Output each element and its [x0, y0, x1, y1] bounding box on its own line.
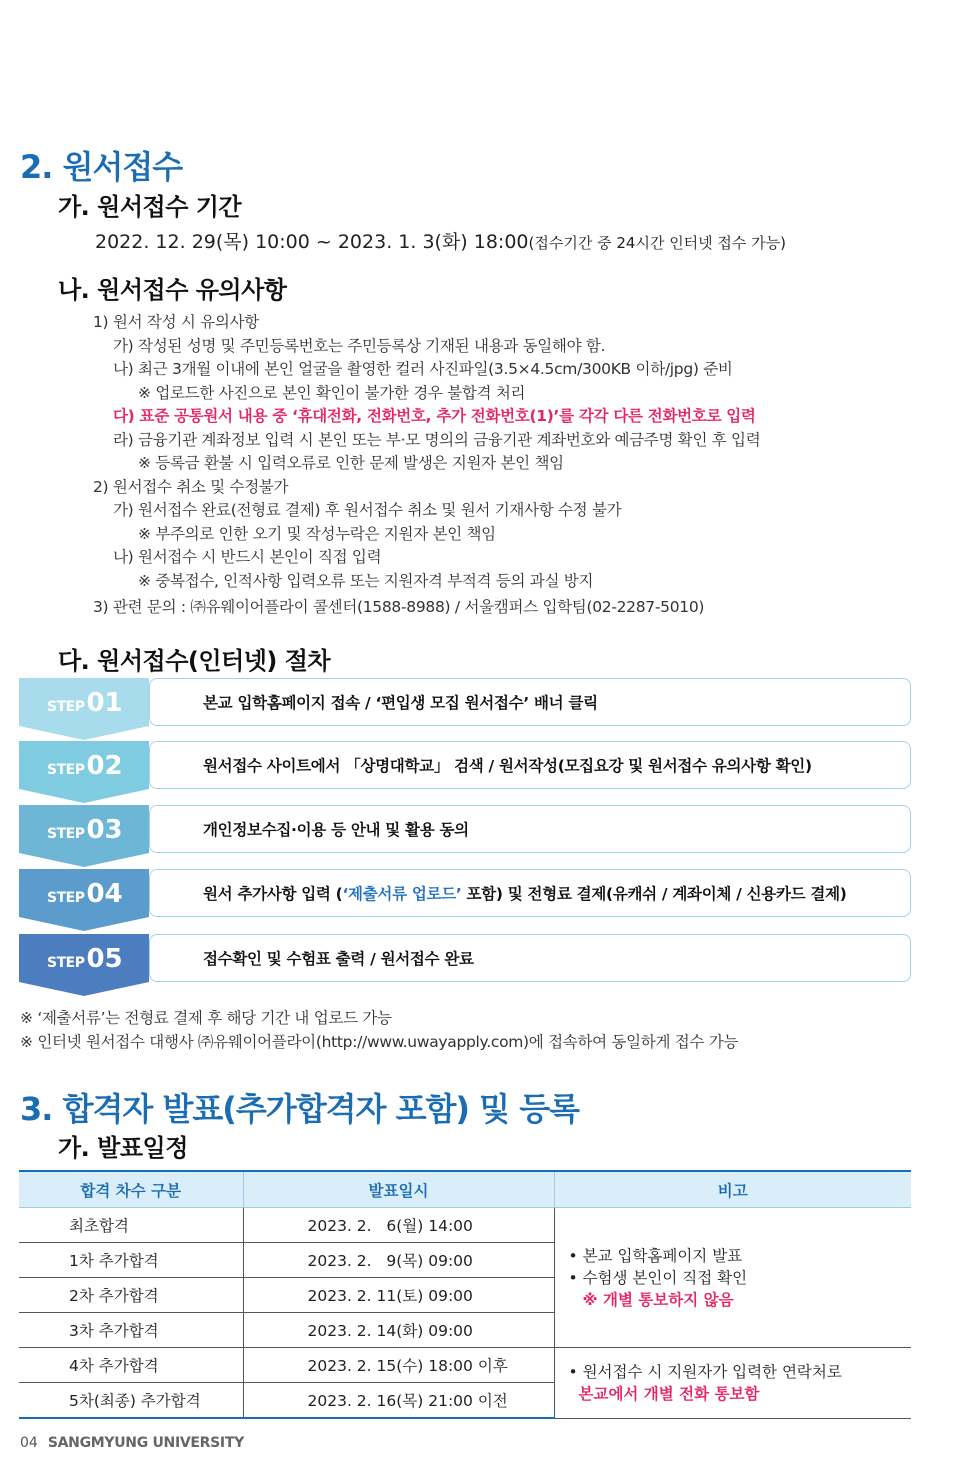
step-text: 본교 입학홈페이지 접속 / ‘편입생 모집 원서접수’ 배너 클릭: [203, 694, 598, 712]
note-line: 라) 금융기관 계좌정보 입력 시 본인 또는 부·모 명의의 금융기관 계좌번호와 예금주명 확인 후 입력: [113, 430, 761, 449]
university-name: SANGMYUNG UNIVERSITY: [47, 1435, 244, 1451]
step-05: [19, 934, 911, 982]
application-period: [95, 227, 786, 254]
footnote: ※ ‘제출서류’는 전형료 결제 후 해당 기간 내 업로드 가능: [20, 1009, 392, 1027]
step-tag: [19, 741, 149, 789]
remark-line-important: ※ 개별 통보하지 않음: [582, 1290, 734, 1309]
procedure-heading: 다. 원서접수(인터넷) 절차: [58, 647, 331, 675]
note-line: 가) 원서접수 완료(전형료 결제) 후 원서접수 취소 및 원서 기재사항 수정 불가: [113, 501, 622, 519]
column-header: 비고: [554, 1171, 911, 1208]
page-number: 04: [20, 1435, 38, 1451]
schedule-heading: 가. 발표일정: [58, 1134, 188, 1162]
step-number: 02: [86, 751, 123, 781]
remark-line: • 수험생 본인이 직접 확인: [568, 1268, 748, 1287]
step-text: 원서접수 사이트에서 「상명대학교」 검색 / 원서작성(모집요강 및 원서접수 유의사항 확인): [203, 757, 812, 775]
notes-heading: 나. 원서접수 유의사항: [58, 276, 287, 304]
table-row: [19, 1348, 911, 1383]
step-word: STEP: [47, 890, 85, 906]
remark-line: • 원서접수 시 지원자가 입력한 연락처로: [568, 1362, 842, 1381]
step-03: [19, 805, 911, 853]
note-line: ※ 부주의로 인한 오기 및 작성누락은 지원자 본인 책임: [138, 524, 496, 543]
date-cell: 2023. 2. 9(목) 09:00: [243, 1243, 554, 1278]
column-header: 발표일시: [243, 1171, 554, 1208]
note-line: ※ 중복접수, 인적사항 입력오류 또는 지원자격 부적격 등의 과실 방지: [138, 571, 594, 590]
note-line: 나) 원서접수 시 반드시 본인이 직접 입력: [113, 548, 382, 566]
step-text-part: 포함) 및 전형료 결제(유캐쉬 / 계좌이체 / 신용카드 결제): [461, 885, 847, 903]
step-tag: [19, 869, 149, 917]
step-number: 01: [86, 688, 123, 718]
period-text: 2022. 12. 29(목) 10:00 ~ 2023. 1. 3(화) 18:00: [95, 231, 529, 253]
round-cell: 최초합격: [19, 1208, 243, 1243]
step-box: [149, 741, 911, 789]
note-line-important: 다) 표준 공통원서 내용 중 ‘휴대전화, 전화번호, 추가 전화번호(1)’를 각각 다른 전화번호로 입력: [113, 407, 756, 425]
footnote: ※ 인터넷 원서접수 대행사 ㈜유웨이어플라이(http://www.uwayapply.com)에 접속하여 동일하게 접수 가능: [20, 1033, 739, 1051]
note-line: 가) 작성된 성명 및 주민등록번호는 주민등록상 기재된 내용과 동일해야 함.: [113, 336, 606, 355]
round-cell: 3차 추가합격: [19, 1313, 243, 1348]
round-cell: 2차 추가합격: [19, 1278, 243, 1313]
round-cell: 1차 추가합격: [19, 1243, 243, 1278]
step-box: [149, 869, 911, 917]
step-tag: [19, 678, 149, 726]
round-cell: 4차 추가합격: [19, 1348, 243, 1383]
step-01: [19, 678, 911, 726]
step-word: STEP: [47, 955, 85, 971]
step-02: [19, 741, 911, 789]
round-cell: 5차(최종) 추가합격: [19, 1383, 243, 1419]
period-heading: 가. 원서접수 기간: [58, 193, 242, 221]
remark-cell: [554, 1208, 911, 1348]
step-text-part: 원서 추가사항 입력 (: [203, 885, 343, 903]
step-number: 03: [86, 815, 123, 845]
step-text: 접수확인 및 수험표 출력 / 원서접수 완료: [203, 950, 474, 968]
note-line: 1) 원서 작성 시 유의사항: [93, 313, 259, 331]
step-number: 05: [86, 944, 123, 974]
step-tag: [19, 805, 149, 853]
step-text: [203, 882, 847, 904]
date-cell: 2023. 2. 16(목) 21:00 이전: [243, 1383, 554, 1419]
section-2-title: 2. 원서접수: [20, 148, 183, 186]
step-word: STEP: [47, 762, 85, 778]
step-number: 04: [86, 879, 123, 909]
remark-line: • 본교 입학홈페이지 발표: [568, 1246, 743, 1265]
step-text-highlight: ‘제출서류 업로드’: [342, 885, 462, 903]
note-line: 3) 관련 문의 : ㈜유웨이어플라이 콜센터(1588-8988) / 서울캠퍼스 입학팀(02-2287-5010): [93, 598, 705, 616]
column-header: 합격 차수 구분: [19, 1171, 243, 1208]
section-3-title: 3. 합격자 발표(추가합격자 포함) 및 등록: [20, 1090, 580, 1128]
note-line: 나) 최근 3개월 이내에 본인 얼굴을 촬영한 컬러 사진파일(3.5×4.5cm/300KB 이하/jpg) 준비: [113, 360, 733, 378]
note-line: ※ 등록금 환불 시 입력오류로 인한 문제 발생은 지원자 본인 책임: [138, 454, 564, 472]
step-box: [149, 934, 911, 982]
step-box: [149, 805, 911, 853]
note-line: ※ 업로드한 사진으로 본인 확인이 불가한 경우 불합격 처리: [138, 383, 526, 402]
date-cell: 2023. 2. 15(수) 18:00 이후: [243, 1348, 554, 1383]
step-word: STEP: [47, 699, 85, 715]
step-box: [149, 678, 911, 726]
period-note: (접수기간 중 24시간 인터넷 접수 가능): [528, 234, 787, 252]
page-footer: [20, 1435, 244, 1451]
announcement-schedule-table: [19, 1170, 911, 1419]
remark-cell: [554, 1348, 911, 1419]
step-word: STEP: [47, 826, 85, 842]
date-cell: 2023. 2. 11(토) 09:00: [243, 1278, 554, 1313]
step-text: 개인정보수집·이용 등 안내 및 활용 동의: [203, 821, 469, 839]
table-row: [19, 1208, 911, 1243]
date-cell: 2023. 2. 14(화) 09:00: [243, 1313, 554, 1348]
step-04: [19, 869, 911, 917]
table-header-row: [19, 1171, 911, 1208]
step-tag: [19, 934, 149, 982]
note-line: 2) 원서접수 취소 및 수정불가: [93, 477, 289, 496]
remark-line-important: 본교에서 개별 전화 통보함: [578, 1384, 760, 1403]
date-cell: 2023. 2. 6(월) 14:00: [243, 1208, 554, 1243]
